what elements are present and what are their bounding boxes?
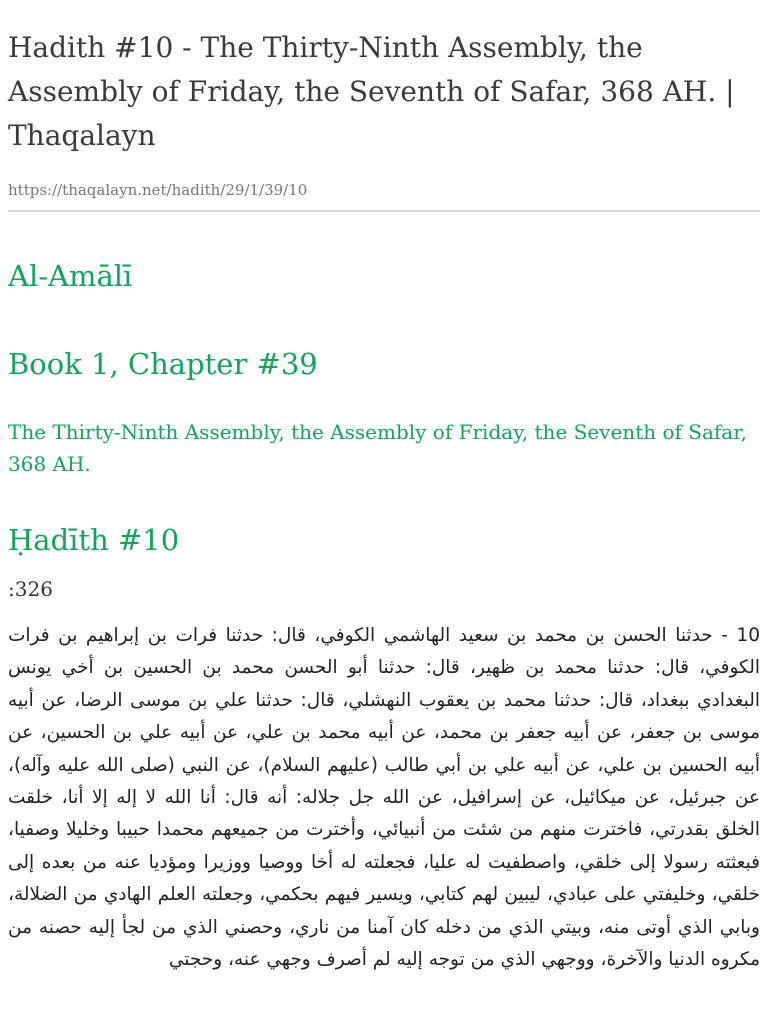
chapter-subtitle: The Thirty-Ninth Assembly, the Assembly of Friday, the Seventh of Safar, 368 AH. <box>8 420 747 476</box>
document-url[interactable]: https://thaqalayn.net/hadith/29/1/39/10 <box>8 181 308 199</box>
hadith-title: Ḥadīth #10 <box>8 523 180 557</box>
book-title: Al-Amālī <box>8 259 133 293</box>
document-title: Hadith #10 - The Thirty-Ninth Assembly, the Assembly of Friday, the Seventh of Safar, 368 AH. | Thaqalayn <box>8 31 735 152</box>
page-reference: :326 <box>8 577 53 601</box>
hadith-arabic-text: 10 - حدثنا الحسن بن محمد بن سعيد الهاشمي الكوفي، قال: حدثنا فرات بن إبراهيم بن فرات الكوفي، قال: حدثنا محمد بن ظهير، قال: حدثنا أبو الحسن محمد بن الحسين بن أخي يونس البغدادي ببغداد، قال: حدثنا محمد بن يعقوب النهشلي، قال: حدثنا علي بن موسى الرضا، عن أبيه موسى بن جعفر، عن أبيه جعفر بن محمد، عن أبيه محمد بن علي، عن أبيه علي بن الحسين، عن أبيه الحسين بن علي، عن أبيه علي بن أبي طالب (عليهم السلام)، عن النبي (صلى الله عليه وآله)، عن جبرئيل، عن ميكائيل، عن إسرافيل، عن الله جل جلاله: أنه قال: أنا الله لا إله إلا أنا، خلقت الخلق بقدرتي، فاخترت منهم من شئت من أنبيائي، وأخترت من جميعهم محمدا حبيبا وخليلا وصفيا، فبعثته رسولا إلى خلقي، واصطفيت له عليا، فجعلته له أخا ووصيا ووزيرا ومؤديا عنه من بعده إلى خلقي، وخليفتي على عبادي، ليبين لهم كتابي، ويسير فيهم بحكمي، وجعلته العلم الهادي من الضلالة، وبابي الذي أوتى منه، وبيتي الذي من دخله كان آمنا من ناري، وحصني الذي من لجأ إليه حصنه من مكروه الدنيا والآخرة، ووجهي الذي من توجه إليه لم أصرف وجهي عنه، وحجتي <box>8 625 760 971</box>
chapter-title: Book 1, Chapter #39 <box>8 347 318 381</box>
